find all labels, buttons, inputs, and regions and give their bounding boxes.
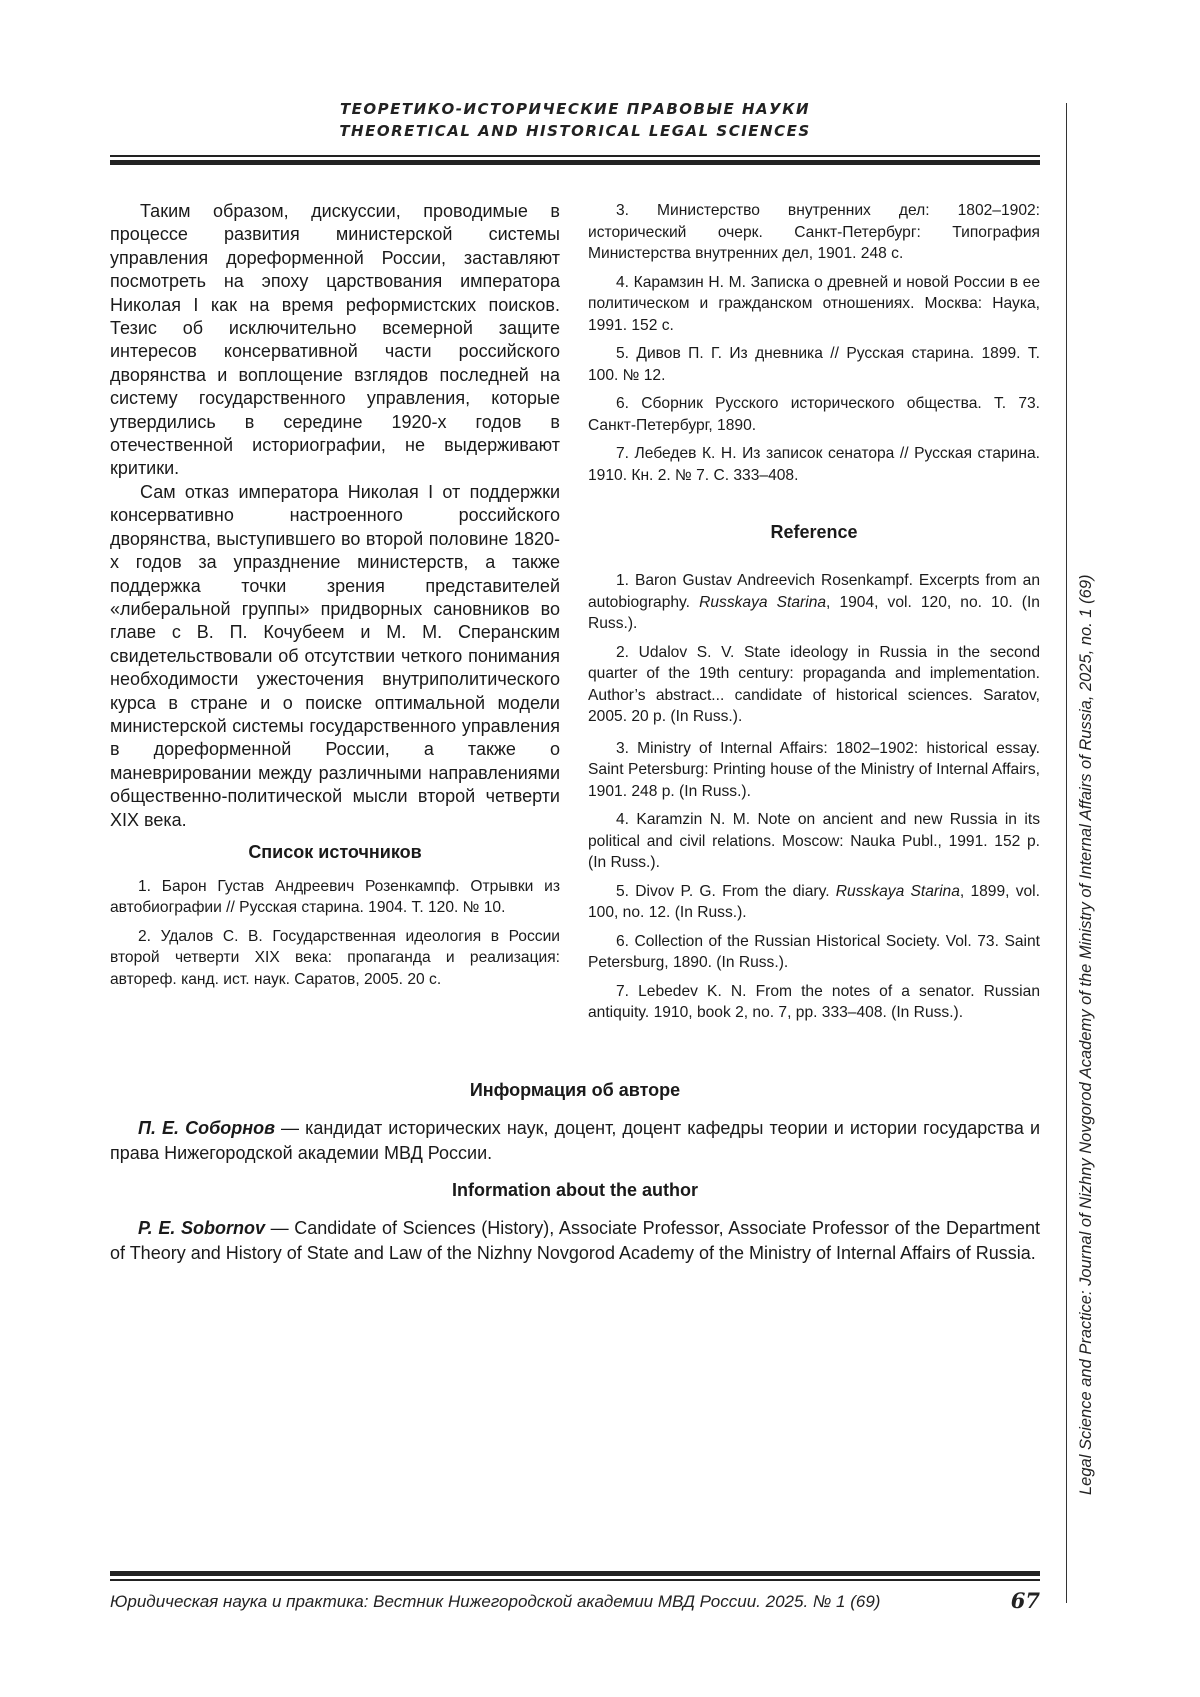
section-title-en: THEORETICAL AND HISTORICAL LEGAL SCIENCES [339,122,811,140]
source-item: 7. Лебедев К. Н. Из записок сенатора // Русская старина. 1910. Кн. 2. № 7. С. 333–408. [588,445,1040,484]
reference-item: 3. Ministry of Internal Affairs: 1802–1902: historical essay. Saint Petersburg: Printing house of the Ministry of Internal Affairs, 1901. 248 p. (In Russ.). [588,739,1040,800]
reference-item: 5. Divov P. G. From the diary. Russkaya Starina, 1899, vol. 100, no. 12. (In Russ.). [588,882,1040,921]
source-item: 4. Карамзин Н. М. Записка о древней и новой России в ее политическом и гражданском отношениях. Москва: Наука, 1991. 152 с. [588,273,1040,334]
reference-heading: Reference [770,522,858,542]
side-vertical-rule [1066,103,1067,1603]
source-item: 3. Министерство внутренних дел: 1802–1902: исторический очерк. Санкт-Петербург: Типография Министерства внутренних дел, 1901. 248 с. [588,202,1040,262]
footer-rule-thick [110,1571,1040,1576]
body-paragraph: Сам отказ императора Николая I от поддержки консервативно настроенного российского дворянства, выступившего во второй половине 1820-х годов за упразднение министерств, а также поддержка точки зрения представителей «либеральной группы» придворных сановников во главе с В. П. Кочубеем и М. М. Сперанским свидетельствовали об отсутствии четкого понимания необходимости ужесточения внутриполитического курса в стране и о поиске оптимальной модели министерской системы государственного управления в дореформенной России, а также о маневрировании между различными направлениями общественно-политической мысли второй четверти XIX века. [110,481,560,830]
source-item: 1. Барон Густав Андреевич Розенкампф. Отрывки из автобиографии // Русская старина. 1904. Т. 120. № 10. [110,877,560,917]
reference-item: 2. Udalov S. V. State ideology in Russia in the second quarter of the 19th century: propaganda and implementation. Author’s abstract... candidate of historical sciences. Saratov, 2005. 20 p. (In Russ.). [588,643,1040,725]
source-item: 6. Сборник Русского исторического общества. Т. 73. Санкт-Петербург, 1890. [588,395,1040,434]
author-info-en-text: P. E. Sobornov — Candidate of Sciences (History), Associate Professor, Associate Professor of the Department of Theory and History of State and Law of the Nizhny Novgorod Academy of the Ministry of Internal Affairs of Russia. [110,1218,1040,1263]
source-item: 5. Дивов П. Г. Из дневника // Русская старина. 1899. Т. 100. № 12. [588,345,1040,384]
right-column [588,200,1040,1024]
side-journal-caption: Legal Science and Practice: Journal of Nizhny Novgorod Academy of the Ministry of Internal Affairs of Russia, 2025, no. 1 (69) [1077,574,1095,1495]
body-paragraph: Таким образом, дискуссии, проводимые в процессе развития министерской системы управления дореформенной России, заставляют посмотреть на эпоху царствования императора Николая I как на время реформистских поисков. Тезис об исключительно всемерной защите интересов консервативной части российского дворянства и воплощение взглядов последней на систему государственного управления, которые утвердились в середине 1920-х годов в отечественной историографии, не выдерживают критики. [110,201,560,479]
header-rule-thin [110,155,1040,157]
author-info-en-heading: Information about the author [452,1180,698,1200]
sources-heading: Список источников [248,841,422,862]
author-info-ru-text: П. Е. Соборнов — кандидат исторических наук, доцент, доцент кафедры теории и истории государства и права Нижегородской академии МВД России. [110,1118,1040,1163]
header-rule-thick [110,160,1040,165]
footer-journal-title: Юридическая наука и практика: Вестник Нижегородской академии МВД России. 2025. № 1 (69) [110,1592,881,1611]
author-info-en [110,1178,1040,1265]
reference-item: 4. Karamzin N. M. Note on ancient and new Russia in its political and civil relations. Moscow: Nauka Publ., 1991. 152 p. (In Russ.). [588,811,1040,871]
source-item: 2. Удалов С. В. Государственная идеология в России второй четверти XIX века: пропаганда и реализация: автореф. канд. ист. наук. Саратов, 2005. 20 с. [110,927,560,988]
author-name-en: P. E. Sobornov [138,1218,265,1238]
side-journal-caption-wrap [1073,480,1099,1495]
reference-item: 1. Baron Gustav Andreevich Rosenkampf. Excerpts from an autobiography. Russkaya Starina, 1904, vol. 120, no. 10. (In Russ.). [588,572,1040,632]
author-info-ru-heading: Информация об авторе [469,1080,681,1100]
left-column [110,200,560,990]
reference-item: 7. Lebedev K. N. From the notes of a senator. Russian antiquity. 1910, book 2, no. 7, pp. 333–408. (In Russ.). [588,982,1040,1021]
author-info-ru [110,1078,1040,1165]
footer-rule-thin [110,1579,1040,1581]
page-number: 67 [1010,1588,1040,1613]
running-header [110,98,1040,142]
author-name-ru: П. Е. Соборнов [138,1118,275,1138]
reference-item: 6. Collection of the Russian Historical Society. Vol. 73. Saint Petersburg, 1890. (In Russ.). [588,932,1040,971]
section-title-ru: ТЕОРЕТИКО-ИСТОРИЧЕСКИЕ ПРАВОВЫЕ НАУКИ [339,100,811,118]
